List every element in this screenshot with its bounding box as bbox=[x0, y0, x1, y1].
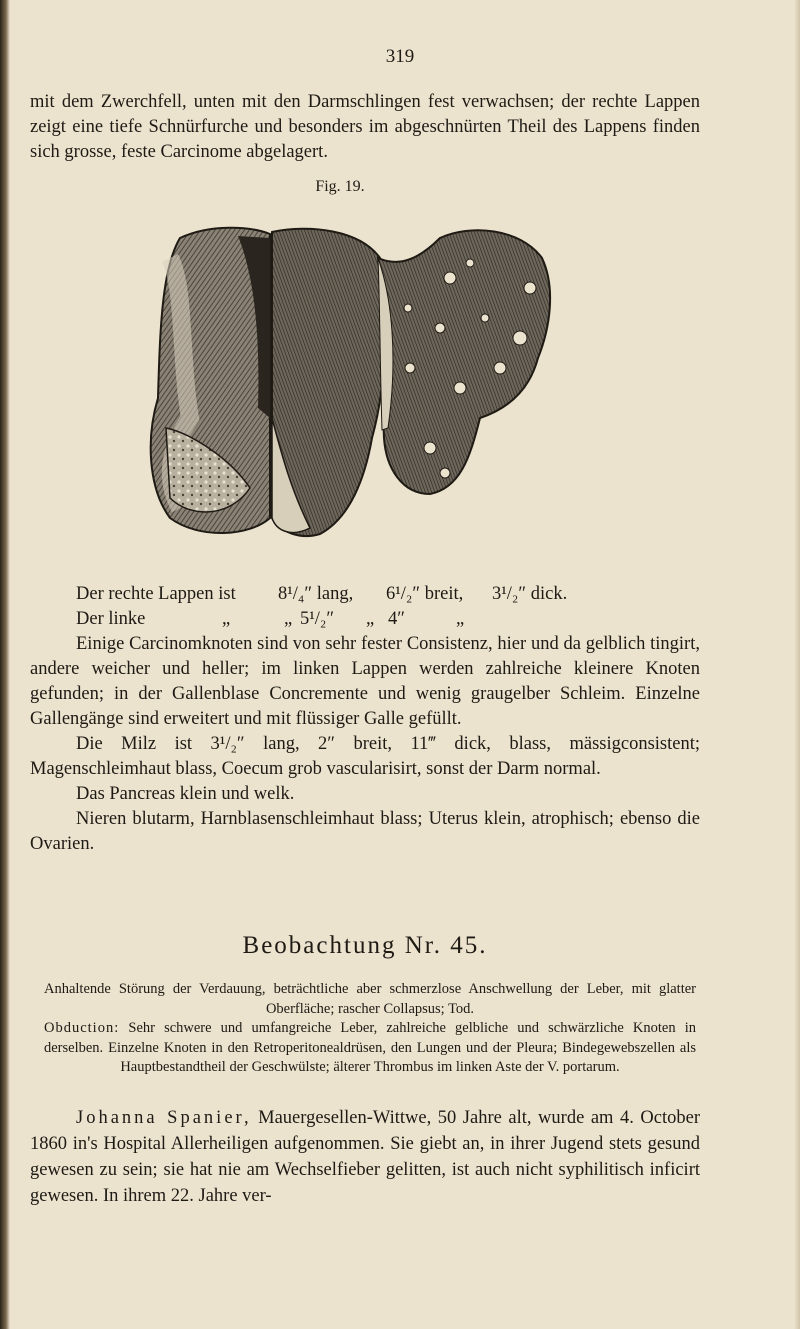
ditto-mark: „ bbox=[456, 609, 465, 629]
case-abstract bbox=[44, 980, 696, 1078]
ditto-mark: „ bbox=[222, 609, 231, 629]
ditto-mark: „ bbox=[284, 609, 293, 629]
dimension-length-right: 8¹/₄″ lang, bbox=[278, 584, 354, 604]
page-number: 319 bbox=[385, 46, 415, 67]
obduction-summary bbox=[44, 1019, 696, 1078]
patient-name: Johanna Spanier, bbox=[76, 1108, 252, 1128]
dimensions-row-left-lobe bbox=[30, 607, 700, 632]
obduction-label: Obduction: bbox=[44, 1020, 120, 1036]
case-text: Mauergesellen-Wittwe, 50 Jahre alt, wurde am 4. October 1860 in's Hospital Allerheiligen aufgenommen. Sie giebt an, in ihrer Jugend stets gesund gewesen zu sein; sie hat nie am Wechselfieber gelitten, ist auch nicht syphilitisch inficirt gewesen. In ihrem 22. Jahre ver- bbox=[30, 1108, 700, 1206]
dimension-label-right: Der rechte Lappen ist bbox=[76, 584, 236, 604]
dimensions-row-right-lobe bbox=[30, 582, 700, 607]
case-summary: Anhaltende Störung der Verdauung, beträchtliche aber schmerzlose Anschwellung der Leber, mit glatter Oberfläche; rascher Collapsus; Tod. bbox=[44, 981, 696, 1017]
paragraph-spleen: Die Milz ist 3¹/₂″ lang, 2″ breit, 11‴ dick, blass, mässigconsistent; Magenschleimhaut blass, Coecum grob vascularisirt, sonst der Darm normal. bbox=[30, 734, 700, 779]
obduction-text: Sehr schwere und umfangreiche Leber, zahlreiche gelbliche und schwärzliche Knoten in derselben. Einzelne Knoten in den Retroperitonealdrüsen, den Lungen und der Pleura; Bindegewebszellen als Hauptbestandtheil der Geschwülste; älterer Thrombus im linken Aste der V. portarum. bbox=[44, 1020, 697, 1075]
liver-illustration bbox=[140, 218, 560, 548]
dimension-label-left: Der linke bbox=[76, 609, 146, 629]
paragraph-pancreas: Das Pancreas klein und welk. bbox=[76, 784, 295, 804]
dimension-length-left: 5¹/₂″ bbox=[300, 609, 335, 629]
dimension-width-left: 4″ bbox=[388, 609, 405, 629]
top-paragraph-text: mit dem Zwerchfell, unten mit den Darmschlingen fest verwachsen; der rechte Lappen zeigt eine tiefe Schnürfurche und besonders im abgeschnürten Theil des Lappens finden sich grosse, feste Carcinome abgelagert. bbox=[30, 92, 700, 162]
paragraph-carcinoma: Einige Carcinomknoten sind von sehr fester Consistenz, hier und da gelblich tingirt, andere weicher und heller; im linken Lappen werden zahlreiche kleinere Knoten gefunden; in der Gallenblase Concremente und wenig graugelber Schleim. Einzelne Gallengänge sind erweitert und mit flüssiger Galle gefüllt. bbox=[30, 634, 700, 729]
dimension-thickness-right: 3¹/₂″ dick. bbox=[492, 584, 568, 604]
findings-body bbox=[30, 632, 700, 857]
top-paragraph bbox=[30, 90, 700, 165]
figure-label: Fig. 19. bbox=[315, 178, 365, 195]
case-paragraph-text bbox=[30, 1105, 700, 1209]
ditto-mark: „ bbox=[366, 609, 375, 629]
page-edge bbox=[794, 0, 800, 1329]
paragraph-kidneys: Nieren blutarm, Harnblasenschleimhaut blass; Uterus klein, atrophisch; ebenso die Ovarien. bbox=[30, 809, 700, 854]
dimensions-table bbox=[30, 582, 700, 632]
section-heading: Beobachtung Nr. 45. bbox=[242, 932, 488, 959]
case-paragraph bbox=[30, 1105, 700, 1209]
dimension-width-right: 6¹/₂″ breit, bbox=[386, 584, 464, 604]
book-spine-shadow bbox=[0, 0, 10, 1329]
